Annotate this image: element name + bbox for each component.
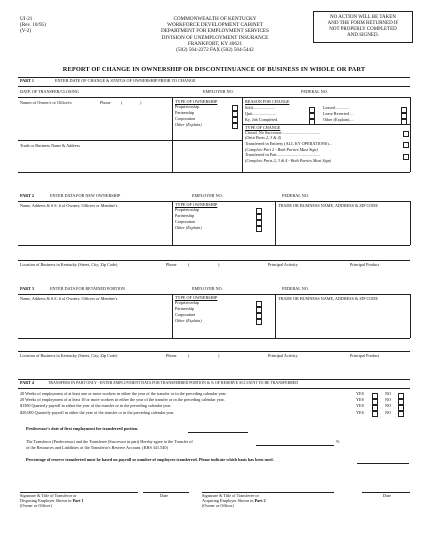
part3-heading: ENTER DATA FOR RETAINED PORTION — [50, 286, 125, 291]
part3-employer-label: EMPLOYER NO. — [192, 286, 223, 291]
no-checkbox[interactable] — [398, 411, 404, 417]
change-note: (Complete Part 2 - Both Parties Must Sign) — [245, 146, 318, 152]
yes-label: YES — [356, 397, 364, 403]
part1-ownership-group — [175, 100, 241, 129]
ownership-option: Corporation — [175, 218, 196, 224]
predecessor-date-field[interactable] — [188, 432, 248, 433]
part3-ownership-title: TYPE OF OWNERSHIP — [175, 295, 218, 300]
part2-federal-label: FEDERAL NO. — [282, 193, 309, 198]
part2-ownership-group — [175, 203, 273, 232]
part3-name-label: Name, Address & S.S. # of Owners, Officers or Member's — [20, 296, 118, 301]
part1-ownership-title: TYPE OF OWNERSHIP — [175, 99, 218, 104]
transferred-part-checkbox[interactable] — [403, 154, 409, 160]
other-ownership-checkbox[interactable] — [232, 123, 238, 129]
percentage-basis-field[interactable] — [357, 463, 409, 464]
ownership-option: Proprietorship — [175, 206, 199, 212]
question-text: 20 Weeks of employment of at least one or more workers in either the year of the transfer or in the preceding calendar year. — [20, 391, 227, 396]
part2-principal-product: Principal Product — [350, 262, 380, 267]
part3-trade-label: TRADE OR BUSINESS NAME, ADDRESS & ZIP CODE — [278, 296, 378, 301]
part3-phone-paren-open: ( — [188, 353, 190, 358]
transfer-percent-field[interactable] — [256, 445, 334, 446]
part4-label: PART 4 — [20, 380, 35, 385]
ownership-option: Other (Explain) — [175, 121, 202, 127]
notice-line: AND THE FORM RETURNED IF — [327, 21, 399, 26]
transfer-date-label: DATE OF TRANSFER/CLOSING — [20, 89, 79, 94]
agreement-line-2: of the Resources and Liabilities of the Transferor's Reserve Account. (KRS 341.540) — [26, 445, 168, 450]
part1-label: PART 1 — [20, 78, 35, 83]
question-text: $20,000 Quarterly payroll in either the year of the transfer or in the preceding calendar year. — [20, 409, 175, 415]
ownership-option: Proprietorship — [175, 299, 199, 305]
transferred-entirety-checkbox[interactable] — [403, 142, 409, 148]
part2-ownership-title: TYPE OF OWNERSHIP — [175, 202, 218, 207]
transferee-signature-caption — [202, 494, 266, 508]
part2-phone-paren-open: ( — [188, 262, 190, 267]
notice-box — [313, 11, 413, 43]
ownership-option: Partnership — [175, 305, 195, 311]
part1-phone-label: Phone — [100, 100, 111, 105]
reason-option: Quit....................... — [245, 111, 277, 116]
ownership-option: Corporation — [175, 115, 196, 121]
question-text: 20 Weeks of employment of at least 10 or more workers in either the year of the transfer or in the preceding calendar year. — [20, 397, 225, 403]
agency-header — [120, 16, 310, 53]
change-note: (Complete Parts 2, 3 & 4 - Both Parties Must Sign) — [245, 157, 332, 163]
other-ownership-checkbox[interactable] — [256, 226, 262, 232]
part1-phone-paren-close: ) — [140, 100, 142, 105]
question-text: $1500 Quarterly payroll in either the year of the transfer or in the preceding calendar year. — [20, 403, 172, 409]
ownership-option: Partnership — [175, 109, 195, 115]
change-title: TYPE OF CHANGE — [245, 125, 281, 130]
closed-checkbox[interactable] — [403, 131, 409, 137]
ownership-option: Other (Explain) — [175, 224, 202, 230]
change-option: Transferred in Entirety (ALL KY OPERATIONS)... — [245, 141, 332, 147]
yes-label: YES — [356, 391, 364, 396]
reason-title: REASON FOR CHANGE — [245, 99, 290, 104]
part3-principal-activity: Principal Activity — [268, 353, 298, 358]
part1-federal-label: FEDERAL NO. — [301, 89, 328, 94]
owner-names-label: Names of Owner/s or Officer/s — [20, 100, 72, 105]
caption-line: (Owner or Officer) — [202, 502, 234, 508]
caption-line: Signature & Title of Transferor or — [20, 493, 77, 498]
part3-phone-label: Phone — [166, 353, 177, 358]
change-note: (Omit Parts 2, 3 & 4) — [245, 135, 282, 141]
change-option: Closed, No Successor..................................... — [245, 129, 321, 135]
header-line: DEPARTMENT FOR EMPLOYMENT SERVICES — [161, 28, 269, 35]
notice-line: AND SIGNED. — [347, 33, 379, 38]
notice-line: NO ACTION WILL BE TAKEN — [330, 15, 396, 20]
change-group — [245, 126, 409, 164]
page-title: REPORT OF CHANGE IN OWNERSHIP OR DISCONTINUANCE OF BUSINESS IN WHOLE OR PART — [62, 66, 366, 73]
part2-name-label: Name, Address & S.S. # of Owners, Officers or Member's — [20, 203, 118, 208]
change-option: Transferred in Part.......................................... — [245, 152, 321, 158]
header-line: COMMONWEALTH OF KENTUCKY — [173, 16, 257, 22]
part3-ownership-group — [175, 296, 273, 325]
part1-heading: ENTER DATE OF CHANGE & STATUS OF OWNERSHIP PRIOR TO CHANGE — [55, 78, 196, 83]
part3-label: PART 3 — [20, 286, 35, 291]
part2-principal-activity: Principal Activity — [268, 262, 298, 267]
caption-line: Disposing Employer Shown in Part 1 — [20, 497, 84, 503]
part3-federal-label: FEDERAL NO. — [282, 286, 309, 291]
transferor-signature-caption — [20, 494, 84, 508]
form-number: UI-21 — [20, 16, 33, 22]
ownership-option: Corporation — [175, 311, 196, 317]
part2-heading: ENTER DATA FOR NEW OWNERSHIP — [50, 193, 121, 198]
part2-phone-label: Phone — [166, 262, 177, 267]
caption-line: Acquiring Employer Shown in Part 2 — [202, 497, 266, 503]
no-label: NO — [385, 403, 392, 409]
part4-heading: TRANSFERS IN PART ONLY - ENTER EMPLOYMENT DATA FOR TRANSFERRED PORTION & % OF RESERVE ACCOUNT TO BE TRANSFERRED — [48, 381, 298, 385]
yes-label: YES — [356, 403, 364, 409]
reason-option: Leased.............. — [323, 105, 350, 110]
transferee-date-label: Date — [383, 493, 391, 498]
part3-principal-product: Principal Product — [350, 353, 380, 358]
header-line: (502) 564-2272 FAX (502) 564-5442 — [176, 47, 254, 54]
part1-employer-label: EMPLOYER NO. — [203, 89, 234, 94]
part1-phone-paren-open: ( — [121, 100, 123, 105]
other-ownership-checkbox[interactable] — [256, 319, 262, 325]
ownership-option: Partnership — [175, 212, 195, 218]
employment-questions — [20, 392, 410, 417]
caption-line: Signature & Title of Transferee or — [202, 493, 259, 498]
percentage-basis-label: Percentage of reserve transferred must be based on payroll or number of employees transferred. Please indicate which basis has been used. — [26, 457, 274, 462]
yes-label: YES — [356, 409, 364, 415]
part3-phone-paren-close: ) — [218, 353, 220, 358]
notice-line: NOT PROPERLY COMPLETED — [329, 27, 397, 32]
header-line: WORKFORCE DEVELOPMENT CABINET — [167, 22, 263, 29]
predecessor-date-label: Predecessor's date of first employment for transferred portion. — [26, 426, 139, 431]
form-revision: (Rev. 10/95) — [20, 22, 46, 29]
no-label: NO — [385, 409, 392, 415]
no-label: NO — [385, 391, 392, 396]
part2-label: PART 2 — [20, 193, 35, 198]
header-line: FRANKFORT, KY 40621 — [187, 40, 243, 47]
caption-line: (Owner or Officer) — [20, 502, 52, 508]
ownership-option: Proprietorship — [175, 103, 199, 109]
reason-option: Lease Reverted ... — [323, 111, 354, 116]
header-line: DIVISION OF UNEMPLOYMENT INSURANCE — [161, 34, 269, 41]
part3-location-label: Location of Business in Kentucky (Street, City, Zip Code) — [20, 353, 118, 358]
reason-option: Sold..................... — [245, 105, 275, 110]
transferor-date-label: Date — [160, 493, 168, 498]
reason-option: Ky. Job Completed. — [245, 117, 279, 122]
reason-option: Other (Explain).... — [323, 117, 354, 122]
form-id — [20, 16, 46, 35]
yes-checkbox[interactable] — [372, 411, 378, 417]
part2-trade-label: TRADE OR BUSINESS NAME, ADDRESS & ZIP CODE — [278, 203, 378, 208]
percent-sign: % — [336, 439, 340, 444]
ownership-option: Other (Explain) — [175, 317, 202, 323]
part2-employer-label: EMPLOYER NO. — [192, 193, 223, 198]
form-version: (V-2) — [20, 28, 32, 35]
trade-name-label: Trade or Business Name & Address — [20, 143, 80, 148]
no-label: NO — [385, 397, 392, 403]
part2-phone-paren-close: ) — [218, 262, 220, 267]
part2-location-label: Location of Business in Kentucky (Street, City, Zip Code) — [20, 262, 118, 267]
agreement-line-1: The Transferor (Predecessor) and the Transferee (Successor in part) Hereby agree to the Transfer of — [26, 439, 193, 444]
